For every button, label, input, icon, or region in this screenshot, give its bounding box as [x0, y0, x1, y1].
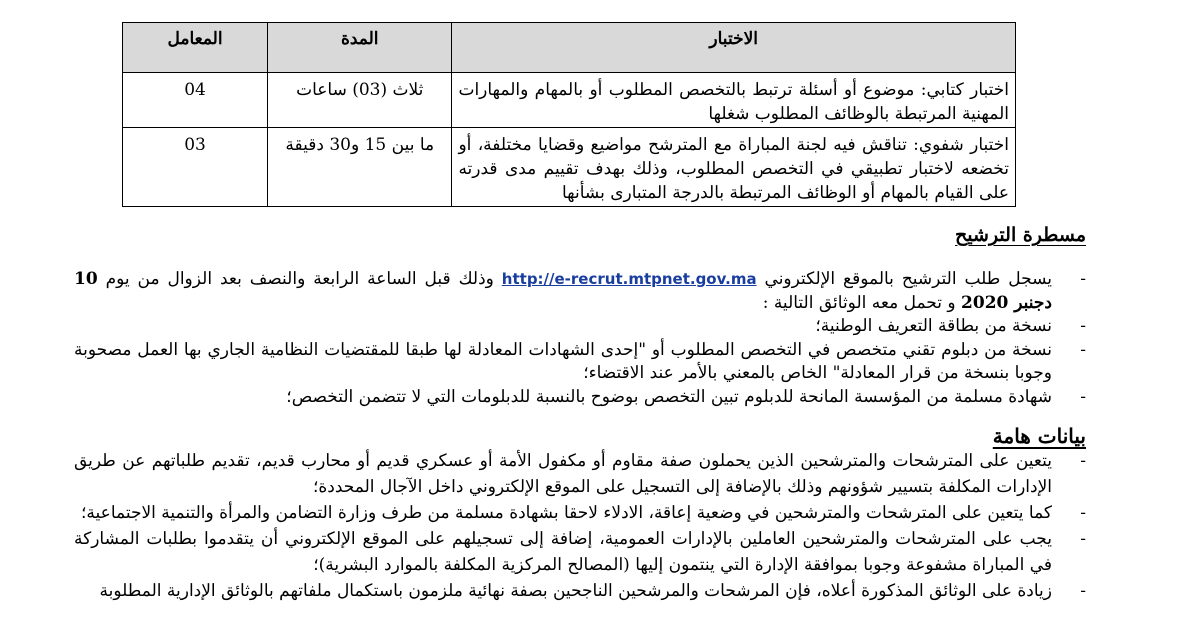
list-item-text: يتعين على المترشحات والمترشحين الذين يحملون صفة مقاوم أو مكفول الأمة أو عسكري قديم أو محارب قديم، تقديم طلباتهم عن طريق الإدارات المكلفة بتسيير شؤونهم وذلك بالإضافة إلى التسجيل على الموقع الإلكتروني داخل الآجال المحددة؛	[74, 451, 1052, 497]
list-item	[74, 526, 1086, 578]
recruitment-link[interactable]: http://e-recrut.mtpnet.gov.ma	[501, 270, 757, 288]
section-title-candidacy: مسطرة الترشيح	[955, 224, 1086, 246]
list-item-text: شهادة مسلمة من المؤسسة المانحة للدبلوم تبين التخصص بوضوح بالنسبة للدبلومات التي لا تتضمن التخصص؛	[286, 386, 1052, 407]
notes-list	[74, 448, 1086, 604]
list-item	[74, 448, 1086, 500]
table-row	[123, 73, 1016, 128]
list-item	[74, 386, 1086, 410]
cell-test: اختبار شفوي: تناقش فيه لجنة المباراة مع المترشح مواضيع وقضايا مختلفة، أو تخضعه لاختبار تطبيقي في التخصص المطلوب، وذلك بهدف تقييم مدى قدرته على القيام بالمهام أو الوظائف المرتبطة بالدرجة المتبارى بشأنها	[452, 128, 1016, 207]
deadline-date: 10 دجنبر 2020	[74, 269, 1052, 313]
list-item-text: يجب على المترشحات والمترشحين العاملين بالإدارات العمومية، إضافة إلى تسجيلهم على الموقع الإلكتروني أن يتقدموا بطلبات المشاركة في المباراة مشفوعة وجوبا بموافقة الإدارة التي ينتمون إليها (المصالح المركزية المكلفة بالموارد البشرية)؛	[74, 529, 1052, 575]
table-header-row	[123, 23, 1016, 73]
list-item-text: زيادة على الوثائق المذكورة أعلاه، فإن المرشحات والمرشحين الناجحين بصفة نهائية ملزمون باستكمال ملفاتهم بالوثائق الإدارية المطلوبة	[99, 581, 1052, 601]
list-dash: -	[1080, 581, 1086, 601]
candidacy-text-documents: و تحمل معه الوثائق التالية :	[762, 292, 956, 313]
list-item	[74, 500, 1086, 526]
list-dash: -	[1080, 386, 1086, 407]
list-item	[74, 315, 1086, 339]
list-dash: -	[1080, 316, 1086, 336]
list-item	[74, 339, 1086, 386]
cell-duration: ثلاث (03) ساعات	[268, 73, 452, 128]
cell-test: اختبار كتابي: موضوع أو أسئلة ترتبط بالتخصص المطلوب أو بالمهام والمهارات المهنية المرتبطة بالوظائف المطلوب شغلها	[452, 73, 1016, 128]
cell-duration: ما بين 15 و30 دقيقة	[268, 128, 452, 207]
cell-coefficient: 03	[123, 128, 268, 207]
table-row	[123, 128, 1016, 207]
list-dash: -	[1080, 503, 1086, 523]
candidacy-text-before: يسجل طلب الترشيح بالموقع الإلكتروني	[764, 269, 1052, 289]
candidacy-list	[74, 268, 1086, 409]
list-item-text: كما يتعين على المترشحات والمترشحين في وضعية إعاقة، الادلاء لاحقا بشهادة مسلمة من طرف وزارة التضامن والمرأة والتنمية الاجتماعية؛	[81, 503, 1052, 523]
list-dash: -	[1080, 339, 1086, 360]
header-test: الاختبار	[452, 23, 1016, 73]
cell-coefficient: 04	[123, 73, 268, 128]
list-item-text: نسخة من دبلوم تقني متخصص في التخصص المطلوب أو "إحدى الشهادات المعادلة لها طبقا للمقتضيات النظامية الجاري بها العمل مصحوبة وجوبا بنسخة من قرار المعادلة" الخاص بالمعني بالأمر عند الاقتضاء؛	[74, 339, 1052, 383]
header-duration: المدة	[268, 23, 452, 73]
candidacy-text-after: وذلك قبل الساعة الرابعة والنصف بعد الزوال من يوم	[105, 269, 494, 289]
list-item-text: نسخة من بطاقة التعريف الوطنية؛	[815, 316, 1052, 336]
list-item	[74, 268, 1086, 315]
list-item	[74, 578, 1086, 604]
section-title-notes: بيانات هامة	[992, 424, 1086, 448]
list-dash: -	[1080, 451, 1086, 471]
list-dash: -	[1080, 529, 1086, 549]
exam-table	[122, 22, 1016, 207]
list-dash: -	[1080, 269, 1086, 289]
header-coefficient: المعامل	[123, 23, 268, 73]
